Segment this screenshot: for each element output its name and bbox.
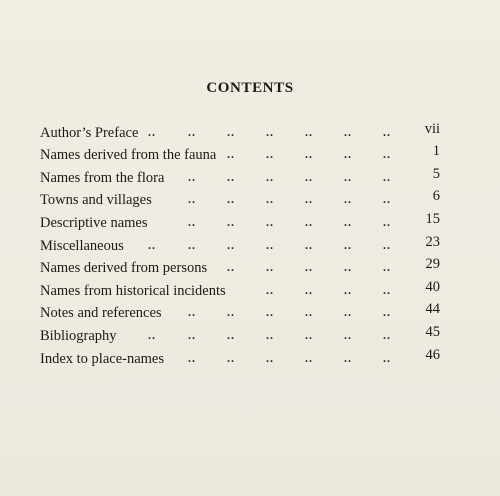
- dot-leader: ..: [344, 260, 352, 275]
- toc-page-number: 45: [425, 323, 440, 340]
- toc-entry-title: Names from the flora: [40, 169, 165, 186]
- toc-entry-title: Index to place-names: [40, 350, 165, 367]
- dot-leader: ..: [148, 124, 156, 139]
- toc-row: [40, 144, 440, 167]
- dot-leader: ..: [344, 124, 352, 139]
- dot-leader: ..: [383, 192, 391, 207]
- dot-leader: ..: [383, 305, 391, 320]
- dot-leader: ..: [188, 169, 196, 184]
- dot-leader: ..: [305, 147, 313, 162]
- dot-leader: ..: [266, 282, 274, 297]
- toc-row: [40, 347, 440, 370]
- dot-leader: ..: [344, 282, 352, 297]
- dot-leader: ..: [305, 237, 313, 252]
- toc-page-number: vii: [424, 120, 440, 137]
- dot-leader: ..: [344, 350, 352, 365]
- toc-entry-title: Notes and references: [40, 305, 162, 322]
- dot-leader: ..: [344, 214, 352, 229]
- dot-leader: ..: [266, 260, 274, 275]
- dot-leader: ..: [266, 169, 274, 184]
- toc-page-number: 15: [425, 210, 440, 227]
- dot-leader: ..: [383, 282, 391, 297]
- dot-leader: ..: [305, 282, 313, 297]
- dot-leader: ..: [383, 124, 391, 139]
- dot-leader: ..: [383, 350, 391, 365]
- dot-leader: ..: [188, 124, 196, 139]
- dot-leader: ..: [148, 327, 156, 342]
- dot-leader: ..: [266, 124, 274, 139]
- dot-leader: ..: [227, 169, 235, 184]
- dot-leader: ..: [305, 305, 313, 320]
- toc-row: [40, 211, 440, 234]
- toc-row: [40, 257, 440, 280]
- toc-entry-title: Names from historical incidents: [40, 282, 226, 299]
- contents-heading: CONTENTS: [206, 80, 294, 96]
- dot-leader: ..: [188, 327, 196, 342]
- dot-leader: ..: [383, 327, 391, 342]
- toc-row: [40, 234, 440, 257]
- toc-entry-title: Names derived from persons: [40, 260, 208, 277]
- dot-leader: ..: [266, 214, 274, 229]
- toc-row: [40, 121, 440, 144]
- dot-leader: ..: [305, 327, 313, 342]
- dot-leader: ..: [227, 237, 235, 252]
- dot-leader: ..: [227, 214, 235, 229]
- dot-leader: ..: [383, 214, 391, 229]
- dot-leader: ..: [344, 169, 352, 184]
- dot-leader: ..: [383, 260, 391, 275]
- dot-leader: ..: [266, 327, 274, 342]
- dot-leader: ..: [227, 260, 235, 275]
- dot-leader: ..: [148, 237, 156, 252]
- dot-leader: ..: [188, 192, 196, 207]
- dot-leader: ..: [305, 124, 313, 139]
- toc-entry-title: Miscellaneous: [40, 237, 124, 254]
- dot-leader: ..: [227, 124, 235, 139]
- toc-entry-title: Descriptive names: [40, 214, 148, 231]
- dot-leader: ..: [344, 147, 352, 162]
- dot-leader: ..: [305, 192, 313, 207]
- toc-row: [40, 279, 440, 302]
- dot-leader: ..: [266, 192, 274, 207]
- dot-leader: ..: [266, 147, 274, 162]
- dot-leader: ..: [305, 169, 313, 184]
- dot-leader: ..: [305, 350, 313, 365]
- dot-leader: ..: [227, 147, 235, 162]
- dot-leader: ..: [188, 237, 196, 252]
- toc-page-number: 40: [425, 278, 440, 295]
- toc-page-number: 46: [425, 346, 440, 363]
- toc-row: [40, 302, 440, 325]
- dot-leader: ..: [383, 169, 391, 184]
- toc-page-number: 23: [425, 233, 440, 250]
- dot-leader: ..: [188, 305, 196, 320]
- dot-leader: ..: [383, 237, 391, 252]
- table-of-contents: [40, 121, 440, 370]
- toc-row: [40, 166, 440, 189]
- dot-leader: ..: [188, 214, 196, 229]
- dot-leader: ..: [383, 147, 391, 162]
- dot-leader: ..: [227, 305, 235, 320]
- dot-leader: ..: [344, 237, 352, 252]
- dot-leader: ..: [344, 327, 352, 342]
- dot-leader: ..: [227, 327, 235, 342]
- toc-page-number: 1: [432, 143, 440, 160]
- dot-leader: ..: [266, 350, 274, 365]
- dot-leader: ..: [344, 305, 352, 320]
- toc-entry-title: Towns and villages: [40, 192, 152, 209]
- dot-leader: ..: [344, 192, 352, 207]
- dot-leader: ..: [305, 214, 313, 229]
- toc-row: [40, 324, 440, 347]
- toc-entry-title: Names derived from the fauna: [40, 147, 217, 164]
- dot-leader: ..: [266, 305, 274, 320]
- toc-page-number: 5: [432, 165, 440, 182]
- toc-entry-title: Author’s Preface: [40, 124, 139, 141]
- toc-page-number: 6: [432, 188, 440, 205]
- toc-page-number: 29: [425, 256, 440, 273]
- dot-leader: ..: [266, 237, 274, 252]
- toc-page-number: 44: [425, 301, 440, 318]
- toc-entry-title: Bibliography: [40, 327, 117, 344]
- dot-leader: ..: [227, 350, 235, 365]
- toc-row: [40, 189, 440, 212]
- dot-leader: ..: [227, 192, 235, 207]
- dot-leader: ..: [188, 350, 196, 365]
- dot-leader: ..: [305, 260, 313, 275]
